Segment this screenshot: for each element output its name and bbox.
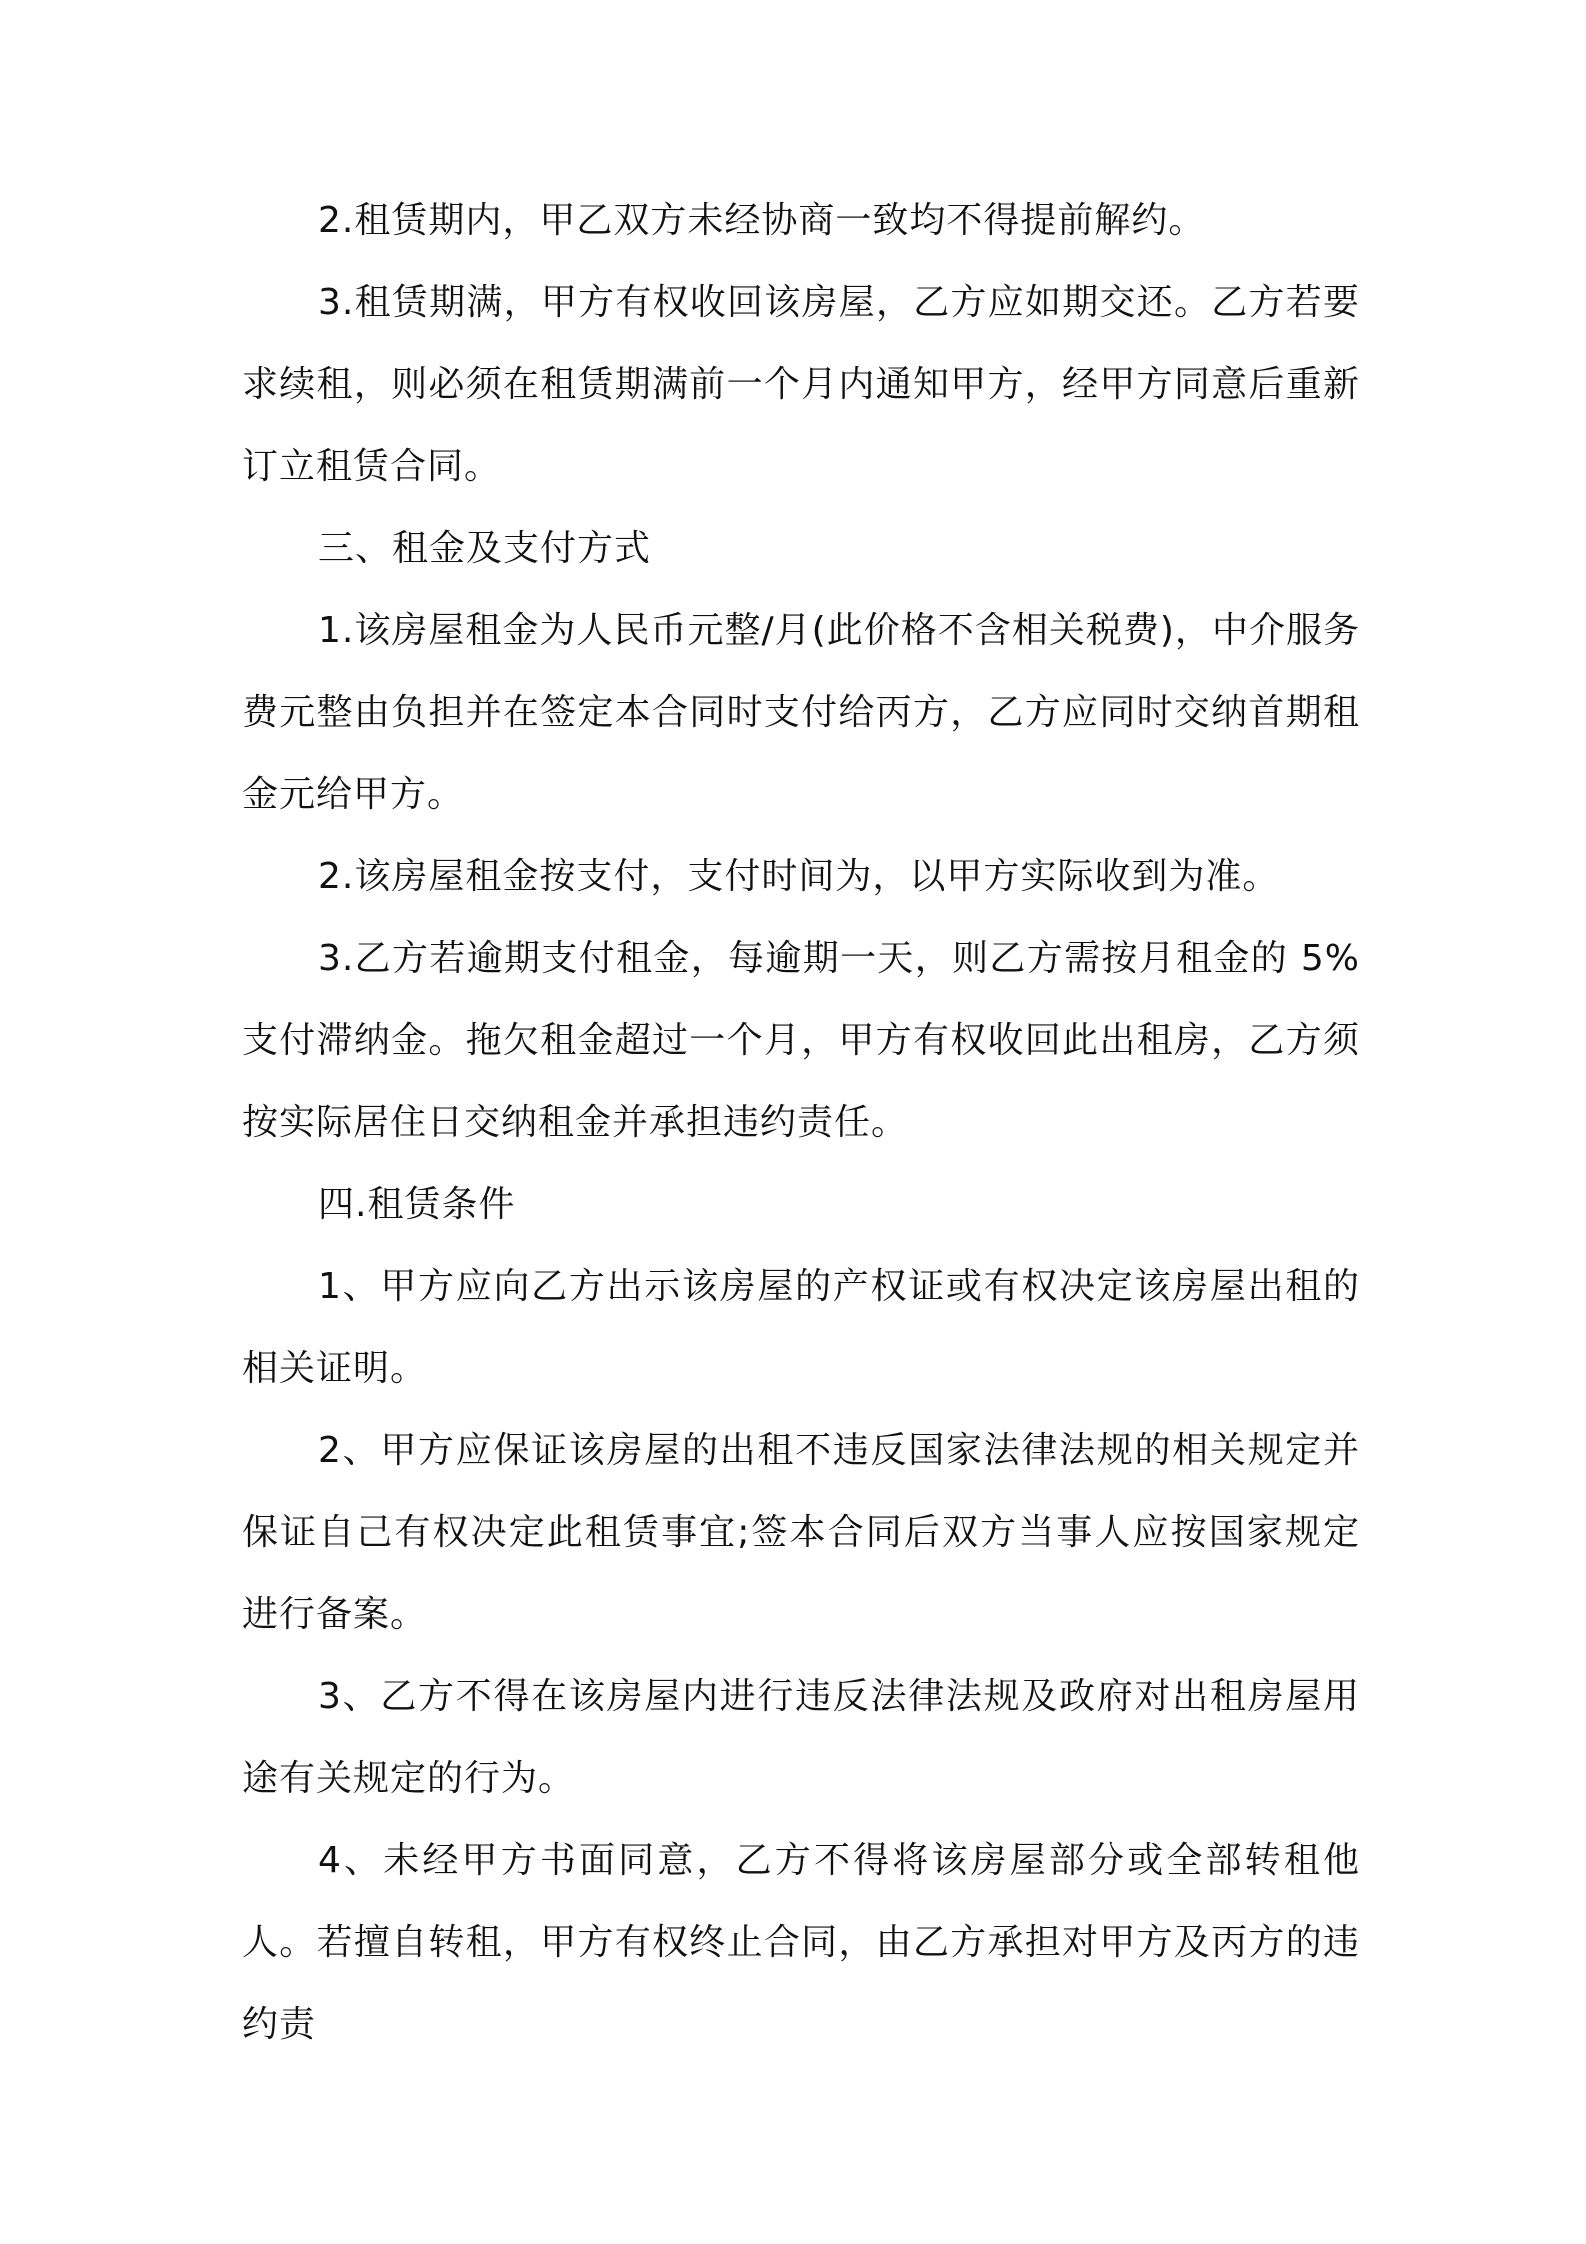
- paragraph-sublease-prohibition: 4、未经甲方书面同意，乙方不得将该房屋部分或全部转租他人。若擅自转租，甲方有权终止合同，由乙方承担对甲方及丙方的违约责: [242, 1840, 1360, 2045]
- paragraph-rent-amount: 1.该房屋租金为人民币元整/月(此价格不含相关税费)，中介服务费元整由负担并在签定本合同时支付给丙方，乙方应同时交纳首期租金元给甲方。: [242, 610, 1360, 815]
- paragraph-lease-expiry: 3.租赁期满，甲方有权收回该房屋，乙方应如期交还。乙方若要求续租，则必须在租赁期满前一个月内通知甲方，经甲方同意后重新订立租赁合同。: [242, 282, 1360, 487]
- paragraph-early-termination: 2.租赁期内，甲乙双方未经协商一致均不得提前解约。: [318, 200, 1206, 241]
- paragraph-usage-restriction: 3、乙方不得在该房屋内进行违反法律法规及政府对出租房屋用途有关规定的行为。: [242, 1676, 1360, 1799]
- paragraph-ownership-proof: 1、甲方应向乙方出示该房屋的产权证或有权决定该房屋出租的相关证明。: [242, 1266, 1360, 1389]
- paragraph-legal-compliance: 2、甲方应保证该房屋的出租不违反国家法律法规的相关规定并保证自己有权决定此租赁事宜;签本合同后双方当事人应按国家规定进行备案。: [242, 1430, 1360, 1635]
- paragraph-late-payment: 3.乙方若逾期支付租金，每逾期一天，则乙方需按月租金的 5%支付滞纳金。拖欠租金超过一个月，甲方有权收回此出租房，乙方须按实际居住日交纳租金并承担违约责任。: [242, 938, 1360, 1143]
- section-heading-rent-payment: 三、租金及支付方式: [318, 528, 652, 569]
- paragraph-payment-schedule: 2.该房屋租金按支付，支付时间为，以甲方实际收到为准。: [318, 856, 1280, 897]
- section-heading-lease-conditions: 四.租赁条件: [318, 1184, 516, 1225]
